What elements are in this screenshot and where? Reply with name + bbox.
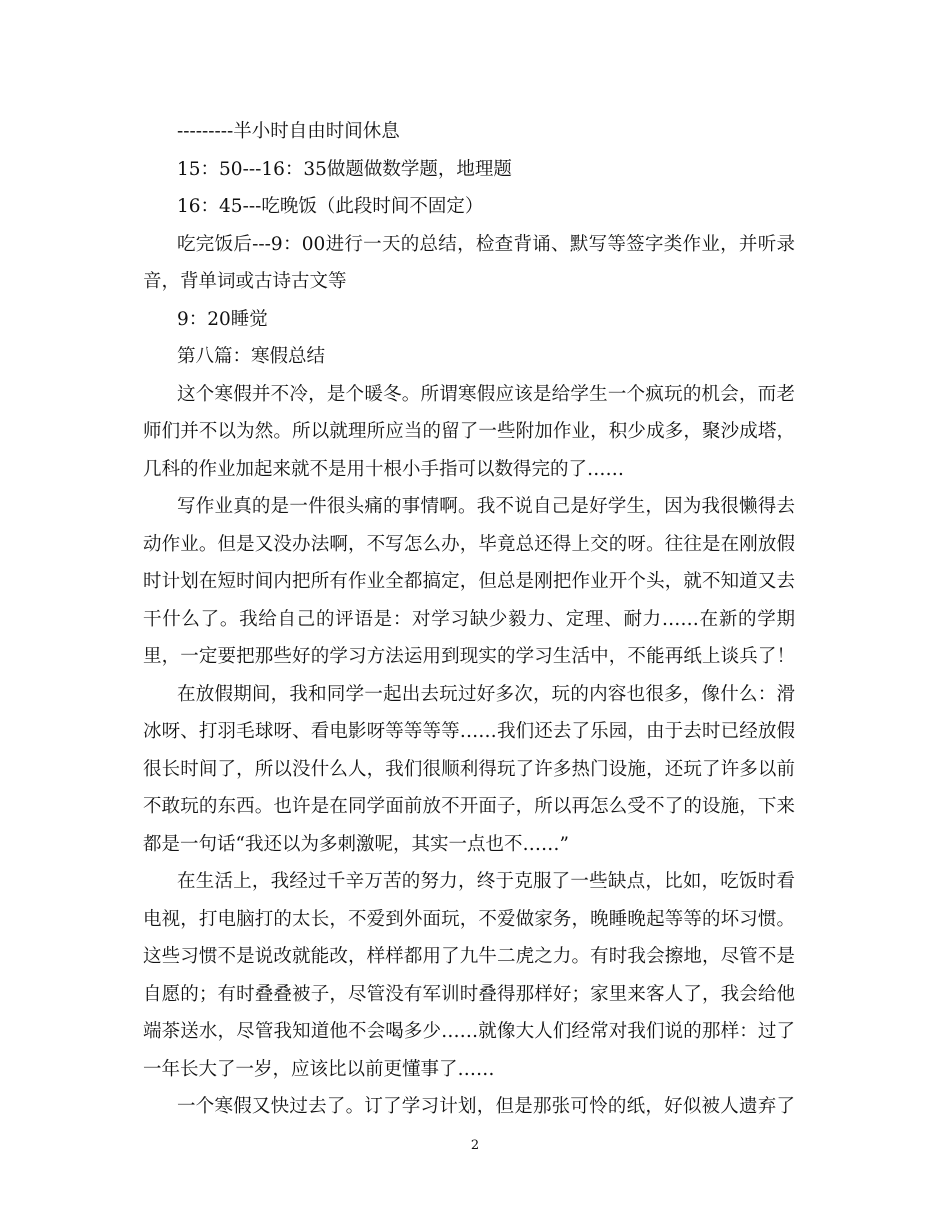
paragraph-line: 写作业真的是一件很头痛的事情啊。我不说自己是好学生，因为我很懒得去 xyxy=(177,496,795,517)
schedule-rest-line: ---------半小时自由时间休息 xyxy=(177,121,400,142)
schedule-evening-line: 吃完饭后---9：00进行一天的总结，检查背诵、默写等签字类作业，并听录 xyxy=(177,234,795,255)
schedule-dinner-line: 16：45---吃晚饭（此段时间不固定） xyxy=(177,196,484,217)
paragraph-line: 干什么了。我给自己的评语是：对学习缺少毅力、定理、耐力……在新的学期 xyxy=(143,609,795,630)
paragraph-line: 在放假期间，我和同学一起出去玩过好多次，玩的内容也很多，像什么：滑 xyxy=(177,684,795,705)
paragraph-line: 师们并不以为然。所以就理所应当的留了一些附加作业，积少成多，聚沙成塔， xyxy=(143,421,795,442)
paragraph-line: 在生活上，我经过千辛万苦的努力，终于克服了一些缺点，比如，吃饭时看 xyxy=(177,871,795,892)
paragraph-line: 端茶送水，尽管我知道他不会喝多少……就像大人们经常对我们说的那样：过了 xyxy=(143,1021,795,1042)
section-title: 第八篇：寒假总结 xyxy=(177,346,326,367)
paragraph-line: 都是一句话“我还以为多刺激呢，其实一点也不……” xyxy=(143,834,569,855)
paragraph-line: 一个寒假又快过去了。订了学习计划，但是那张可怜的纸，好似被人遗弃了 xyxy=(177,1096,795,1117)
paragraph-line: 一年长大了一岁，应该比以前更懂事了…… xyxy=(143,1059,495,1080)
paragraph-line: 自愿的；有时叠叠被子，尽管没有军训时叠得那样好；家里来客人了，我会给他 xyxy=(143,984,795,1005)
paragraph-line: 冰呀、打羽毛球呀、看电影呀等等等等……我们还去了乐园，由于去时已经放假 xyxy=(143,721,795,742)
paragraph-line: 这些习惯不是说改就能改，样样都用了九牛二虎之力。有时我会擦地，尽管不是 xyxy=(143,946,795,967)
paragraph-line: 几科的作业加起来就不是用十根小手指可以数得完的了…… xyxy=(143,459,625,480)
paragraph-line: 时计划在短时间内把所有作业全都搞定，但总是刚把作业开个头，就不知道又去 xyxy=(143,571,795,592)
paragraph-line: 很长时间了，所以没什么人，我们很顺利得玩了许多热门设施，还玩了许多以前 xyxy=(143,759,795,780)
schedule-evening-line-cont: 音，背单词或古诗古文等 xyxy=(143,271,347,292)
page-number: 2 xyxy=(470,1138,480,1153)
paragraph-line: 电视，打电脑打的太长，不爱到外面玩，不爱做家务，晚睡晚起等等的坏习惯。 xyxy=(143,909,795,930)
paragraph-line: 里，一定要把那些好的学习方法运用到现实的学习生活中，不能再纸上谈兵了！ xyxy=(143,646,795,667)
schedule-math-line: 15：50---16：35做题做数学题，地理题 xyxy=(177,159,512,180)
paragraph-line: 不敢玩的东西。也许是在同学面前放不开面子，所以再怎么受不了的设施，下来 xyxy=(143,796,795,817)
paragraph-line: 动作业。但是又没办法啊，不写怎么办，毕竟总还得上交的呀。往往是在刚放假 xyxy=(143,534,795,555)
paragraph-line: 这个寒假并不冷，是个暖冬。所谓寒假应该是给学生一个疯玩的机会，而老 xyxy=(177,384,795,405)
schedule-sleep-line: 9：20睡觉 xyxy=(177,309,268,330)
